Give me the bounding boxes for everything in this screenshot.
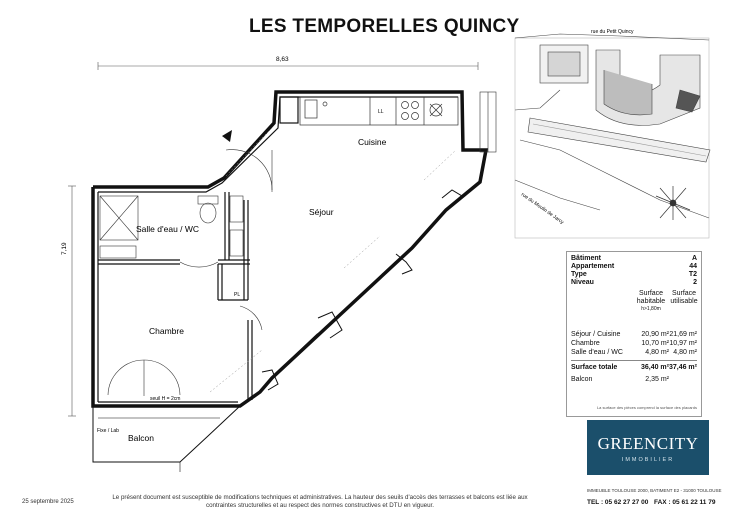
dimension-height: 7,19 bbox=[61, 242, 68, 255]
street-top: rue du Petit Quincy bbox=[591, 29, 634, 35]
disclaimer-line-1: Le présent document est susceptible de modifications techniques et administratives. La hauteur des seuils d'accès des terrasses et balcons est liée aux bbox=[112, 494, 528, 501]
row-label: Séjour / Cuisine bbox=[571, 331, 621, 338]
disclaimer bbox=[100, 494, 540, 510]
company-address: IMMEUBLE TOULOUSE 2000, BATIMENT E2 - 31000 TOULOUSE bbox=[587, 488, 722, 493]
total-label: Surface totale bbox=[571, 364, 618, 371]
balcon-value: 2,35 m² bbox=[645, 376, 669, 383]
niveau-label: Niveau bbox=[571, 279, 594, 286]
row-habitable: 4,80 m² bbox=[645, 349, 669, 356]
facade-glazing bbox=[262, 190, 462, 390]
type-value: T2 bbox=[688, 271, 697, 278]
room-salle-eau: Salle d'eau / WC bbox=[136, 224, 200, 234]
apartment-info-table bbox=[566, 251, 702, 417]
disclaimer-line-2: contraintes structurelles et au respect des normes constructives et DTU en vigueur. bbox=[205, 502, 434, 509]
page-title: LES TEMPORELLES QUINCY bbox=[249, 16, 520, 37]
total-utilisable: 37,46 m² bbox=[668, 364, 697, 371]
outer-walls bbox=[93, 92, 486, 406]
inner-walls bbox=[98, 97, 458, 402]
fixe-note: Fixe / Lab bbox=[97, 428, 119, 434]
street-left: rue du Moulin de Jarcy bbox=[519, 191, 565, 226]
col-habitable-header-2: habitable bbox=[636, 298, 666, 305]
appartement-label: Appartement bbox=[571, 263, 615, 270]
table-footnote: La surface des pièces comprend la surface des placards bbox=[596, 405, 697, 410]
row-label: Salle d'eau / WC bbox=[571, 349, 623, 356]
row-utilisable: 21,69 m² bbox=[669, 331, 697, 338]
appartement-value: 44 bbox=[689, 263, 697, 270]
company-fax: FAX : 05 61 22 11 79 bbox=[654, 499, 716, 506]
document-date: 25 septembre 2025 bbox=[22, 499, 74, 505]
room-chambre: Chambre bbox=[149, 326, 184, 336]
north-arrow-icon bbox=[222, 130, 232, 142]
balcon-label: Balcon bbox=[571, 376, 593, 383]
batiment-label: Bâtiment bbox=[571, 255, 601, 262]
col-utilisable-header-1: Surface bbox=[671, 290, 697, 297]
compass-rose-icon bbox=[656, 186, 690, 220]
pl-label: PL bbox=[234, 292, 241, 298]
dimension-height-line bbox=[68, 186, 76, 416]
batiment-value: A bbox=[691, 255, 697, 262]
table-divider bbox=[571, 360, 697, 361]
dimension-width-line bbox=[98, 62, 478, 70]
dimension-width: 8,63 bbox=[276, 56, 289, 63]
room-balcon: Balcon bbox=[128, 433, 154, 443]
ll-label: LL bbox=[378, 109, 384, 115]
row-utilisable: 10,97 m² bbox=[669, 340, 697, 347]
row-habitable: 10,70 m² bbox=[641, 340, 669, 347]
row-habitable: 20,90 m² bbox=[641, 331, 669, 338]
row-label: Chambre bbox=[571, 340, 600, 347]
room-cuisine: Cuisine bbox=[358, 137, 387, 147]
col-habitable-header-3: h>1,80m bbox=[641, 306, 661, 312]
type-label: Type bbox=[571, 271, 587, 278]
balcony bbox=[93, 406, 240, 472]
col-habitable-header-1: Surface bbox=[638, 290, 664, 297]
company-tel: TEL : 05 62 27 27 00 bbox=[587, 499, 649, 506]
row-utilisable: 4,80 m² bbox=[673, 349, 697, 356]
total-habitable: 36,40 m² bbox=[640, 364, 669, 371]
logo-subtitle: IMMOBILIER bbox=[621, 457, 675, 463]
niveau-value: 2 bbox=[693, 279, 697, 286]
room-sejour: Séjour bbox=[309, 207, 334, 217]
right-wall-detail bbox=[480, 92, 496, 152]
logo-name: GREENCITY bbox=[597, 434, 699, 453]
greencity-logo bbox=[587, 420, 709, 475]
col-utilisable-header-2: utilisable bbox=[670, 298, 698, 305]
seuil-note: seuil H = 2cm bbox=[150, 396, 181, 402]
